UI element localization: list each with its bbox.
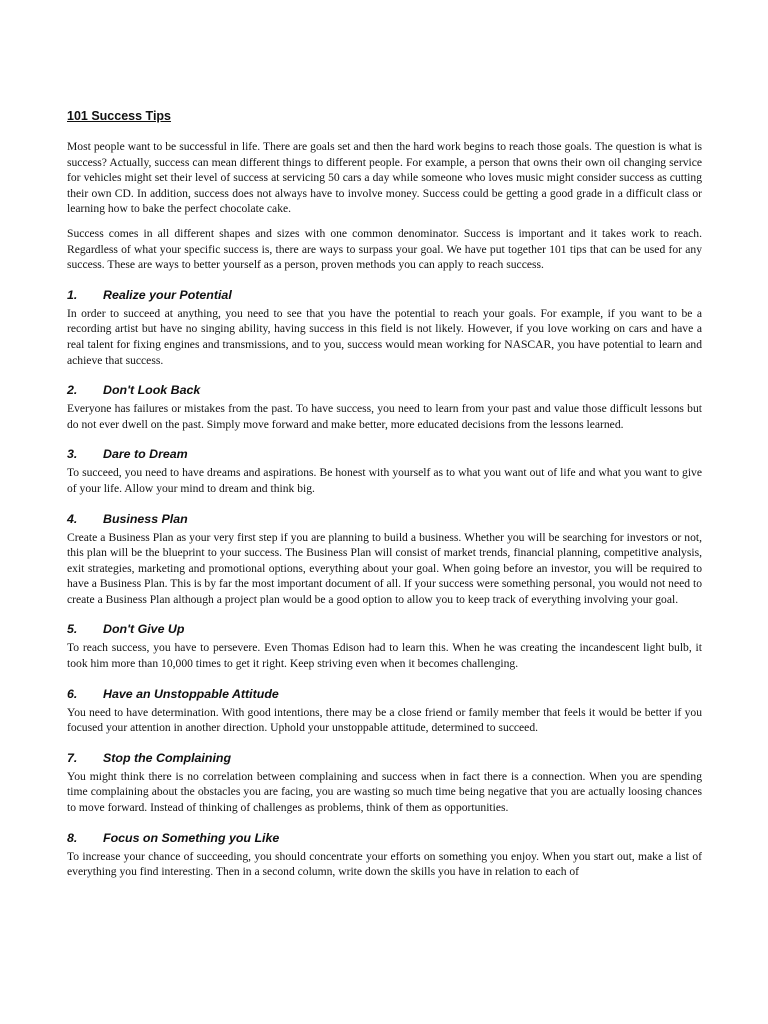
section-number: 5. (67, 622, 78, 637)
section-number: 2. (67, 383, 78, 398)
intro-paragraph: Most people want to be successful in life. There are goals set and then the hard work begins to reach those goals. The question is what is success? Actually, success can mean different things to different people. For example, a person that owns their own oil changing service for vehicles might set their level of success at servicing 50 cars a day while someone who loves music might consider success as cutting their own CD. In addition, success does not always have to involve money. Success could be getting a good grade in a difficult class or learning how to bake the perfect chocolate cake. (67, 140, 702, 216)
section-heading (67, 287, 702, 303)
section-number: 8. (67, 830, 78, 845)
section-title: Don't Look Back (103, 383, 201, 398)
section (67, 686, 702, 736)
section-heading (67, 382, 702, 398)
section-body: You might think there is no correlation between complaining and success when in fact there is a connection. When you are spending time complaining about the obstacles you are facing, you are wasting so much time being negative that you are actually loosing chances to move forward. Instead of thinking of challenges as problems, think of them as opportunities. (67, 769, 702, 815)
section-number: 1. (67, 287, 78, 302)
section (67, 830, 702, 880)
section-body: To succeed, you need to have dreams and aspirations. Be honest with yourself as to what you want out of life and what you want to give of your life. Allow your mind to dream and think big. (67, 466, 702, 495)
section-heading (67, 511, 702, 527)
section-title: Stop the Complaining (103, 750, 232, 765)
section-title: Dare to Dream (103, 447, 188, 462)
section-body: You need to have determination. With good intentions, there may be a close friend or family member that feels it would be better if you focused your attention in another direction. Uphold your unstoppable attitude, determined to succeed. (67, 705, 702, 735)
section (67, 621, 702, 671)
section-body: To reach success, you have to persevere. Even Thomas Edison had to learn this. When he was creating the incandescent light bulb, it took him more than 10,000 times to get it right. Keep striving even when it becomes challenging. (67, 641, 702, 671)
section-heading (67, 446, 702, 462)
section-title: Realize your Potential (103, 287, 232, 302)
section-body: To increase your chance of succeeding, you should concentrate your efforts on something you enjoy. When you start out, make a list of everything you find interesting. Then in a second column, write down the skills you have in relation to each of (67, 849, 702, 879)
section-title: Don't Give Up (103, 622, 185, 637)
section (67, 287, 702, 368)
section-body: In order to succeed at anything, you need to see that you have the potential to reach your goals. For example, if you want to be a recording artist but have no singing ability, having success in this field is not likely. However, if you love working on cars and have a real talent for fixing engines and transmissions, and to you, success would mean working for NASCAR, you have potential to learn and achieve that success. (67, 306, 702, 367)
section-number: 6. (67, 686, 78, 701)
section-heading (67, 750, 702, 766)
section (67, 750, 702, 816)
section-heading (67, 621, 702, 637)
section-number: 7. (67, 750, 78, 765)
document-page (67, 108, 702, 880)
document-title: 101 Success Tips (67, 109, 172, 123)
section-title: Have an Unstoppable Attitude (103, 686, 279, 701)
section (67, 446, 702, 496)
section-title: Focus on Something you Like (103, 830, 280, 845)
section-heading (67, 830, 702, 846)
section-number: 4. (67, 511, 78, 526)
section (67, 511, 702, 608)
intro-paragraph: Success comes in all different shapes and sizes with one common denominator. Success is important and it takes work to reach. Regardless of what your specific success is, there are ways to surpass your goal. We have put together 101 tips that can be used for any success. These are ways to better yourself as a person, proven methods you can apply to reach success. (67, 226, 702, 272)
section-heading (67, 686, 702, 702)
section-title: Business Plan (103, 511, 188, 526)
section (67, 382, 702, 432)
section-body: Everyone has failures or mistakes from the past. To have success, you need to learn from your past and value those difficult lessons but do not ever dwell on the past. Simply move forward and make better, more educated decisions from the lessons learned. (67, 402, 702, 431)
section-number: 3. (67, 447, 78, 462)
section-body: Create a Business Plan as your very first step if you are planning to build a business. Whether you will be searching for investors or not, this plan will be the blueprint to your success. The Business Plan will consist of market trends, financial planning, competitive analysis, exit strategies, marketing and promotional options, everything about your goal. When going before an investor, you will be required to have a Business Plan. This is by far the most important document of all. If your success were something personal, you would not need to create a Business Plan although a project plan would be a good option to allow you to keep track of everything involving your goal. (67, 530, 702, 606)
